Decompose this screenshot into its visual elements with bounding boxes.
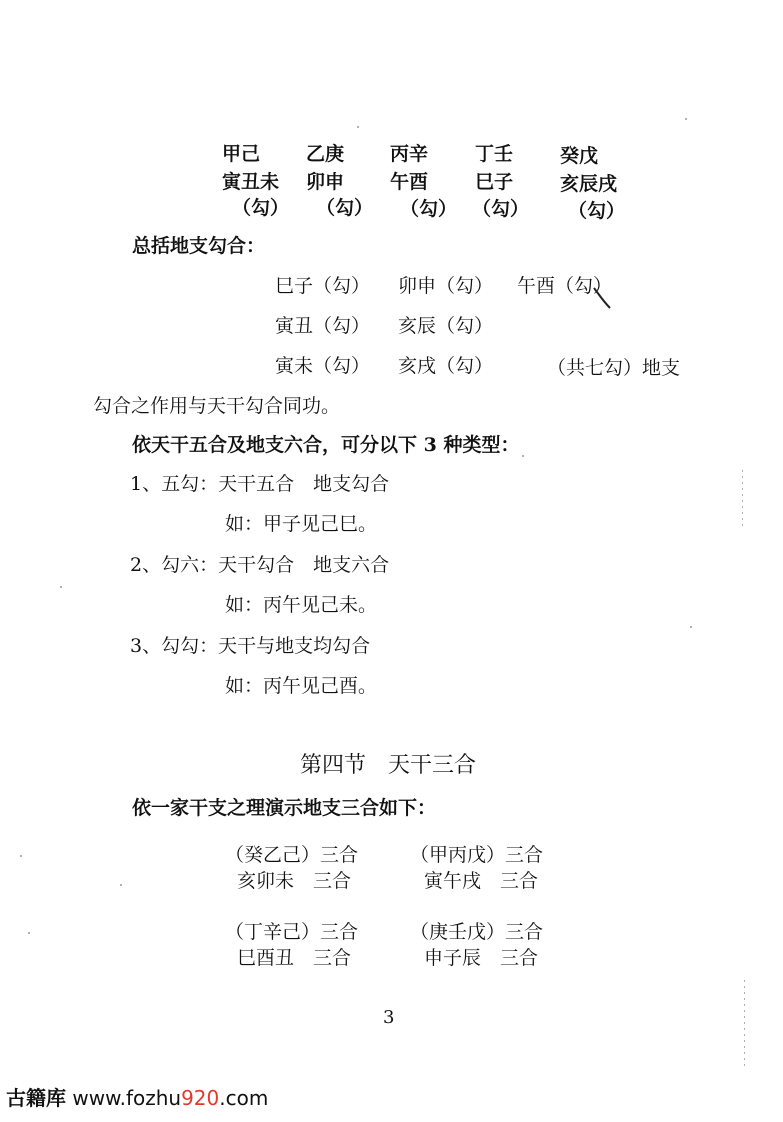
scan-speck: [685, 118, 687, 120]
branch-group-2: 卯申: [306, 171, 345, 193]
summary-heading: 总括地支勾合：: [132, 235, 266, 257]
sanhe-stems-4: （庚壬戊）三合: [410, 921, 544, 943]
type-example-3: 如：丙午见己酉。: [225, 675, 378, 697]
site-watermark: [6, 1084, 268, 1112]
scan-edge-mark: [742, 470, 743, 530]
ink-stroke-mark: [592, 284, 614, 312]
gou-mark-4: （勾）: [472, 198, 530, 220]
watermark-brand: 古籍库: [6, 1086, 66, 1110]
scan-speck: [522, 455, 524, 457]
gou-continuation: 勾合之作用与天干勾合同功。: [93, 395, 341, 417]
sanhe-branches-4: 申子辰 三合: [424, 947, 539, 969]
scan-edge-mark: [744, 980, 745, 1070]
sanhe-stems-3: （丁辛己）三合: [225, 921, 359, 943]
stem-pair-4: 丁壬: [475, 143, 514, 165]
gou-total: （共七勾）地支: [547, 357, 681, 379]
branch-group-4: 巳子: [475, 171, 514, 193]
gou-item: 亥戌（勾）: [398, 355, 494, 377]
page-number: 3: [383, 1007, 395, 1028]
type-label-3: 3、勾勾：天干与地支均勾合: [130, 635, 371, 657]
section-title: 第四节 天干三合: [300, 753, 477, 778]
gou-mark-2: （勾）: [316, 197, 374, 219]
stem-pair-2: 乙庚: [306, 143, 345, 165]
gou-item: 巳子（勾）: [275, 275, 371, 297]
type-example-1: 如：甲子见己巳。: [225, 513, 378, 535]
watermark-domain-number: 920: [181, 1086, 220, 1110]
gou-mark-3: （勾）: [400, 198, 458, 220]
gou-mark-5: （勾）: [568, 200, 626, 222]
gou-item: 卯申（勾）: [398, 275, 494, 297]
type-label-2: 2、勾六：天干勾合 地支六合: [130, 554, 390, 576]
gou-mark-1: （勾）: [232, 197, 290, 219]
stem-pair-1: 甲己: [222, 143, 261, 165]
scan-speck: [357, 126, 359, 128]
stem-pair-3: 丙辛: [390, 143, 429, 165]
scan-speck: [690, 626, 692, 628]
scan-speck: [120, 884, 122, 886]
stem-pair-5: 癸戊: [560, 145, 599, 167]
branch-group-5: 亥辰戌: [560, 173, 618, 195]
gou-item: 寅丑（勾）: [275, 315, 371, 337]
gou-item: 亥辰（勾）: [398, 315, 494, 337]
scan-speck: [20, 855, 22, 857]
type-label-1: 1、五勾：天干五合 地支勾合: [130, 473, 390, 495]
gou-item: 午酉（勾）: [517, 275, 613, 297]
scan-speck: [60, 586, 62, 588]
sanhe-branches-3: 巳酉丑 三合: [237, 947, 352, 969]
scan-speck: [28, 932, 30, 934]
sanhe-branches-1: 亥卯未 三合: [237, 870, 352, 892]
sanhe-stems-1: （癸乙己）三合: [225, 844, 359, 866]
watermark-domain-prefix: www.fozhu: [66, 1086, 182, 1110]
branch-group-3: 午酉: [390, 171, 429, 193]
watermark-domain-suffix: .com: [219, 1086, 269, 1110]
section-intro: 依一家干支之理演示地支三合如下：: [132, 797, 437, 819]
gou-item: 寅未（勾）: [275, 355, 371, 377]
sanhe-branches-2: 寅午戌 三合: [424, 870, 539, 892]
type-example-2: 如：丙午见己未。: [225, 594, 378, 616]
sanhe-stems-2: （甲丙戊）三合: [410, 844, 544, 866]
branch-group-1: 寅丑未: [222, 171, 280, 193]
types-intro: 依天干五合及地支六合，可分以下 3 种类型：: [132, 434, 520, 456]
